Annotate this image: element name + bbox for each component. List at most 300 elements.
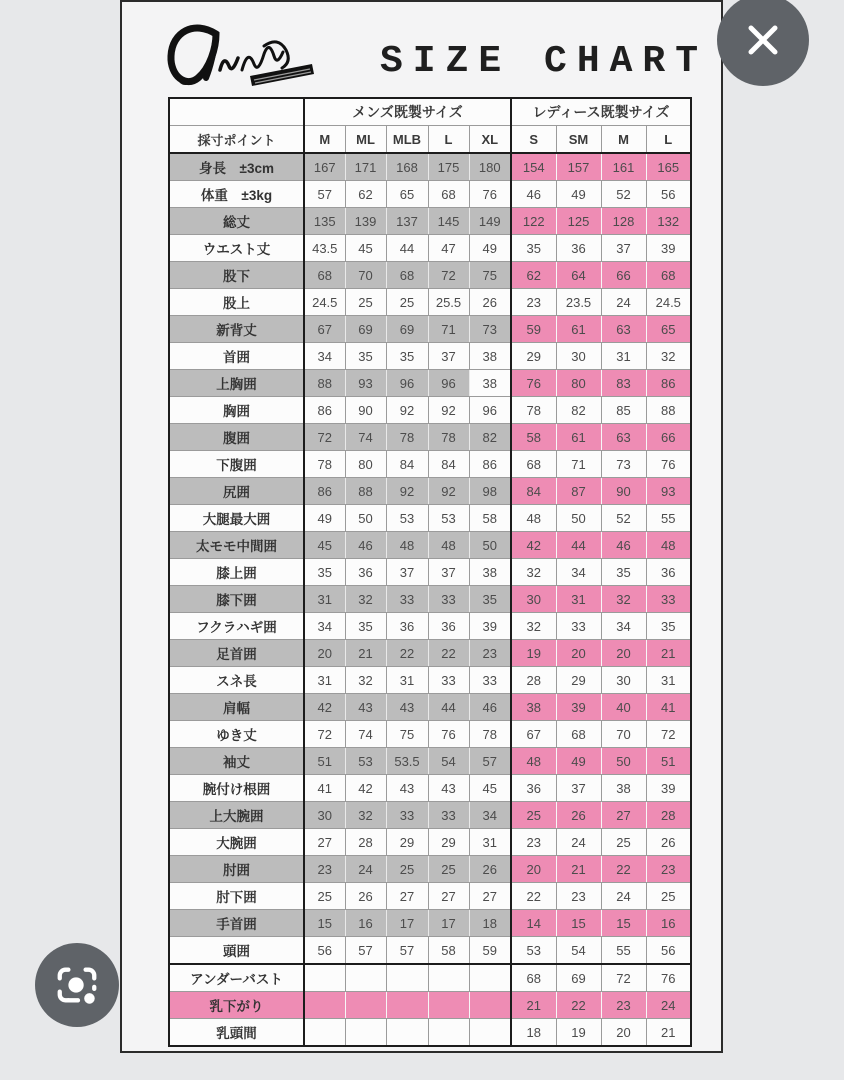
table-row bbox=[169, 235, 691, 262]
group-label-ladies: レディース既製サイズ bbox=[511, 98, 691, 126]
mens-value-cell: 24 bbox=[345, 856, 386, 883]
mens-value-cell: 29 bbox=[386, 829, 428, 856]
ladies-value-cell: 38 bbox=[601, 775, 646, 802]
mens-value-cell: 26 bbox=[469, 856, 511, 883]
ladies-value-cell: 20 bbox=[511, 856, 556, 883]
mens-value-cell: 68 bbox=[304, 262, 345, 289]
ladies-value-cell: 122 bbox=[511, 208, 556, 235]
table-row bbox=[169, 153, 691, 181]
ladies-value-cell: 16 bbox=[646, 910, 691, 937]
mens-value-cell: 31 bbox=[304, 667, 345, 694]
ladies-value-cell: 84 bbox=[511, 478, 556, 505]
mens-value-cell: 96 bbox=[386, 370, 428, 397]
size-column-header: L bbox=[646, 126, 691, 154]
size-column-header: S bbox=[511, 126, 556, 154]
ladies-value-cell: 70 bbox=[601, 721, 646, 748]
ladies-value-cell: 52 bbox=[601, 505, 646, 532]
row-label: 首囲 bbox=[169, 343, 304, 370]
mens-value-cell: 75 bbox=[469, 262, 511, 289]
mens-value-cell: 71 bbox=[428, 316, 469, 343]
table-row bbox=[169, 1019, 691, 1047]
row-label: 腕付け根囲 bbox=[169, 775, 304, 802]
row-label: 肘囲 bbox=[169, 856, 304, 883]
camera-lens-icon bbox=[54, 962, 100, 1008]
mens-value-cell: 67 bbox=[304, 316, 345, 343]
table-body bbox=[169, 153, 691, 1046]
mens-value-cell: 149 bbox=[469, 208, 511, 235]
mens-value-cell: 43 bbox=[345, 694, 386, 721]
table-row bbox=[169, 883, 691, 910]
row-label: 肘下囲 bbox=[169, 883, 304, 910]
row-label: 下腹囲 bbox=[169, 451, 304, 478]
mens-value-cell: 34 bbox=[304, 613, 345, 640]
ladies-value-cell: 54 bbox=[556, 937, 601, 965]
mens-value-cell: 93 bbox=[345, 370, 386, 397]
table-row bbox=[169, 478, 691, 505]
ladies-value-cell: 23 bbox=[511, 289, 556, 316]
row-label: 袖丈 bbox=[169, 748, 304, 775]
ladies-value-cell: 15 bbox=[556, 910, 601, 937]
table-row bbox=[169, 992, 691, 1019]
mens-value-cell: 62 bbox=[345, 181, 386, 208]
mens-value-cell: 68 bbox=[428, 181, 469, 208]
mens-value-cell: 44 bbox=[428, 694, 469, 721]
mens-value-cell: 74 bbox=[345, 721, 386, 748]
ladies-value-cell: 30 bbox=[511, 586, 556, 613]
row-label: 乳頭間 bbox=[169, 1019, 304, 1047]
table-header bbox=[169, 98, 691, 153]
row-label: 大腿最大囲 bbox=[169, 505, 304, 532]
ladies-value-cell: 19 bbox=[511, 640, 556, 667]
mens-value-cell: 73 bbox=[469, 316, 511, 343]
mens-value-cell: 33 bbox=[428, 586, 469, 613]
mens-value-cell: 30 bbox=[304, 802, 345, 829]
table-row bbox=[169, 721, 691, 748]
table-row bbox=[169, 937, 691, 965]
mens-value-cell: 92 bbox=[428, 478, 469, 505]
mens-value-cell: 25 bbox=[304, 883, 345, 910]
row-label: 肩幅 bbox=[169, 694, 304, 721]
mens-value-cell: 39 bbox=[469, 613, 511, 640]
ladies-value-cell: 52 bbox=[601, 181, 646, 208]
mens-value-cell: 32 bbox=[345, 667, 386, 694]
row-label: 頭囲 bbox=[169, 937, 304, 965]
row-label: 乳下がり bbox=[169, 992, 304, 1019]
mens-value-cell: 84 bbox=[428, 451, 469, 478]
mens-value-cell: 137 bbox=[386, 208, 428, 235]
mens-value-cell: 92 bbox=[386, 478, 428, 505]
ladies-value-cell: 66 bbox=[601, 262, 646, 289]
ladies-value-cell: 15 bbox=[601, 910, 646, 937]
mens-value-cell: 58 bbox=[428, 937, 469, 965]
ladies-value-cell: 20 bbox=[601, 640, 646, 667]
ladies-value-cell: 68 bbox=[646, 262, 691, 289]
ladies-value-cell: 33 bbox=[646, 586, 691, 613]
mens-value-cell: 24.5 bbox=[304, 289, 345, 316]
ladies-value-cell: 22 bbox=[511, 883, 556, 910]
mens-value-cell: 37 bbox=[428, 559, 469, 586]
ladies-value-cell: 53 bbox=[511, 937, 556, 965]
ladies-value-cell: 161 bbox=[601, 153, 646, 181]
mens-value-cell: 22 bbox=[386, 640, 428, 667]
mens-value-cell: 56 bbox=[304, 937, 345, 965]
row-label: 足首囲 bbox=[169, 640, 304, 667]
ladies-value-cell: 50 bbox=[556, 505, 601, 532]
size-column-header: ML bbox=[345, 126, 386, 154]
group-header-row bbox=[169, 98, 691, 126]
mens-value-cell: 96 bbox=[428, 370, 469, 397]
ladies-value-cell: 32 bbox=[646, 343, 691, 370]
ladies-value-cell: 22 bbox=[601, 856, 646, 883]
ladies-value-cell: 55 bbox=[646, 505, 691, 532]
mens-value-cell: 50 bbox=[345, 505, 386, 532]
ladies-value-cell: 31 bbox=[556, 586, 601, 613]
mens-value-cell: 31 bbox=[469, 829, 511, 856]
ladies-value-cell: 86 bbox=[646, 370, 691, 397]
mens-value-cell: 47 bbox=[428, 235, 469, 262]
row-label: 膝上囲 bbox=[169, 559, 304, 586]
ladies-value-cell: 39 bbox=[556, 694, 601, 721]
mens-value-cell: 53 bbox=[428, 505, 469, 532]
mens-value-cell: 69 bbox=[386, 316, 428, 343]
row-label: 膝下囲 bbox=[169, 586, 304, 613]
ladies-value-cell: 31 bbox=[601, 343, 646, 370]
ladies-value-cell: 85 bbox=[601, 397, 646, 424]
mens-value-cell: 70 bbox=[345, 262, 386, 289]
mens-value-cell: 180 bbox=[469, 153, 511, 181]
table-row bbox=[169, 451, 691, 478]
ladies-value-cell: 20 bbox=[556, 640, 601, 667]
ladies-value-cell: 62 bbox=[511, 262, 556, 289]
table-row bbox=[169, 532, 691, 559]
mens-value-cell: 33 bbox=[428, 667, 469, 694]
ladies-value-cell: 154 bbox=[511, 153, 556, 181]
mens-value-cell: 86 bbox=[304, 478, 345, 505]
table-row bbox=[169, 181, 691, 208]
ladies-value-cell: 37 bbox=[556, 775, 601, 802]
mens-value-cell: 167 bbox=[304, 153, 345, 181]
table-row bbox=[169, 397, 691, 424]
mens-value-cell bbox=[386, 1019, 428, 1047]
ladies-value-cell: 21 bbox=[646, 640, 691, 667]
mens-value-cell: 53.5 bbox=[386, 748, 428, 775]
row-label: 上胸囲 bbox=[169, 370, 304, 397]
ladies-value-cell: 24 bbox=[646, 992, 691, 1019]
ladies-value-cell: 27 bbox=[601, 802, 646, 829]
ladies-value-cell: 72 bbox=[601, 964, 646, 992]
mens-value-cell: 49 bbox=[304, 505, 345, 532]
ladies-value-cell: 44 bbox=[556, 532, 601, 559]
mens-value-cell: 48 bbox=[428, 532, 469, 559]
mens-value-cell: 25 bbox=[428, 856, 469, 883]
mens-value-cell: 74 bbox=[345, 424, 386, 451]
ladies-value-cell: 65 bbox=[646, 316, 691, 343]
mens-value-cell: 145 bbox=[428, 208, 469, 235]
mens-value-cell: 86 bbox=[304, 397, 345, 424]
mens-value-cell: 72 bbox=[304, 721, 345, 748]
ladies-value-cell: 76 bbox=[646, 964, 691, 992]
mens-value-cell: 57 bbox=[386, 937, 428, 965]
mens-value-cell: 37 bbox=[428, 343, 469, 370]
size-header-row bbox=[169, 126, 691, 154]
mens-value-cell: 57 bbox=[304, 181, 345, 208]
ladies-value-cell: 34 bbox=[601, 613, 646, 640]
ladies-value-cell: 88 bbox=[646, 397, 691, 424]
table-row bbox=[169, 208, 691, 235]
mens-value-cell: 50 bbox=[469, 532, 511, 559]
mens-value-cell: 68 bbox=[386, 262, 428, 289]
ladies-value-cell: 93 bbox=[646, 478, 691, 505]
ladies-value-cell: 40 bbox=[601, 694, 646, 721]
mens-value-cell: 86 bbox=[469, 451, 511, 478]
table-row bbox=[169, 370, 691, 397]
table-row bbox=[169, 910, 691, 937]
mens-value-cell: 20 bbox=[304, 640, 345, 667]
table-row bbox=[169, 694, 691, 721]
mens-value-cell: 69 bbox=[345, 316, 386, 343]
mens-value-cell: 34 bbox=[304, 343, 345, 370]
ladies-value-cell: 35 bbox=[601, 559, 646, 586]
mens-value-cell: 46 bbox=[469, 694, 511, 721]
ladies-value-cell: 59 bbox=[511, 316, 556, 343]
ladies-value-cell: 32 bbox=[601, 586, 646, 613]
mens-value-cell: 98 bbox=[469, 478, 511, 505]
mens-value-cell: 35 bbox=[345, 613, 386, 640]
ladies-value-cell: 82 bbox=[556, 397, 601, 424]
mens-value-cell: 22 bbox=[428, 640, 469, 667]
ladies-value-cell: 21 bbox=[556, 856, 601, 883]
size-column-header: L bbox=[428, 126, 469, 154]
ladies-value-cell: 28 bbox=[646, 802, 691, 829]
mens-value-cell: 135 bbox=[304, 208, 345, 235]
ladies-value-cell: 26 bbox=[646, 829, 691, 856]
mens-value-cell: 45 bbox=[304, 532, 345, 559]
mens-value-cell: 54 bbox=[428, 748, 469, 775]
row-label: 太モモ中間囲 bbox=[169, 532, 304, 559]
row-label: 身長 ±3cm bbox=[169, 153, 304, 181]
ladies-value-cell: 61 bbox=[556, 424, 601, 451]
ladies-value-cell: 46 bbox=[511, 181, 556, 208]
mens-value-cell: 26 bbox=[469, 289, 511, 316]
mens-value-cell: 36 bbox=[428, 613, 469, 640]
mens-value-cell: 29 bbox=[428, 829, 469, 856]
mens-value-cell: 84 bbox=[386, 451, 428, 478]
mens-value-cell: 17 bbox=[386, 910, 428, 937]
mens-value-cell: 72 bbox=[304, 424, 345, 451]
ladies-value-cell: 49 bbox=[556, 181, 601, 208]
ladies-value-cell: 48 bbox=[511, 748, 556, 775]
size-column-header: M bbox=[304, 126, 345, 154]
ladies-value-cell: 73 bbox=[601, 451, 646, 478]
ladies-value-cell: 76 bbox=[511, 370, 556, 397]
mens-value-cell: 139 bbox=[345, 208, 386, 235]
mens-value-cell: 21 bbox=[345, 640, 386, 667]
ladies-value-cell: 55 bbox=[601, 937, 646, 965]
table-row bbox=[169, 262, 691, 289]
size-column-header: XL bbox=[469, 126, 511, 154]
ladies-value-cell: 72 bbox=[646, 721, 691, 748]
table-row bbox=[169, 343, 691, 370]
row-label: フクラハギ囲 bbox=[169, 613, 304, 640]
ladies-value-cell: 28 bbox=[511, 667, 556, 694]
ladies-value-cell: 157 bbox=[556, 153, 601, 181]
mens-value-cell: 27 bbox=[304, 829, 345, 856]
mens-value-cell: 32 bbox=[345, 802, 386, 829]
mens-value-cell: 35 bbox=[304, 559, 345, 586]
ladies-value-cell: 31 bbox=[646, 667, 691, 694]
row-label: ゆき丈 bbox=[169, 721, 304, 748]
mens-value-cell bbox=[469, 964, 511, 992]
ladies-value-cell: 56 bbox=[646, 937, 691, 965]
mens-value-cell: 90 bbox=[345, 397, 386, 424]
mens-value-cell: 53 bbox=[386, 505, 428, 532]
ladies-value-cell: 90 bbox=[601, 478, 646, 505]
mens-value-cell: 37 bbox=[386, 559, 428, 586]
mens-value-cell: 34 bbox=[469, 802, 511, 829]
ladies-value-cell: 21 bbox=[511, 992, 556, 1019]
size-chart-table bbox=[168, 97, 692, 1047]
ladies-value-cell: 48 bbox=[646, 532, 691, 559]
ladies-value-cell: 80 bbox=[556, 370, 601, 397]
table-row bbox=[169, 613, 691, 640]
mens-value-cell: 17 bbox=[428, 910, 469, 937]
ladies-value-cell: 76 bbox=[646, 451, 691, 478]
ladies-value-cell: 83 bbox=[601, 370, 646, 397]
mens-value-cell: 88 bbox=[345, 478, 386, 505]
ladies-value-cell: 14 bbox=[511, 910, 556, 937]
mens-value-cell: 32 bbox=[345, 586, 386, 613]
ladies-value-cell: 63 bbox=[601, 316, 646, 343]
ladies-value-cell: 39 bbox=[646, 235, 691, 262]
ladies-value-cell: 37 bbox=[601, 235, 646, 262]
ladies-value-cell: 56 bbox=[646, 181, 691, 208]
ladies-value-cell: 68 bbox=[511, 964, 556, 992]
table-row bbox=[169, 856, 691, 883]
mens-value-cell: 33 bbox=[386, 586, 428, 613]
mens-value-cell: 92 bbox=[428, 397, 469, 424]
ladies-value-cell: 23 bbox=[511, 829, 556, 856]
mens-value-cell: 28 bbox=[345, 829, 386, 856]
ladies-value-cell: 25 bbox=[646, 883, 691, 910]
mens-value-cell: 49 bbox=[469, 235, 511, 262]
mens-value-cell: 57 bbox=[469, 748, 511, 775]
mens-value-cell: 48 bbox=[386, 532, 428, 559]
row-label: 腹囲 bbox=[169, 424, 304, 451]
corner-label-cell: 採寸ポイント bbox=[169, 126, 304, 154]
row-label: 上大腕囲 bbox=[169, 802, 304, 829]
mens-value-cell bbox=[345, 964, 386, 992]
mens-value-cell: 78 bbox=[428, 424, 469, 451]
mens-value-cell: 45 bbox=[469, 775, 511, 802]
ladies-value-cell: 67 bbox=[511, 721, 556, 748]
mens-value-cell: 31 bbox=[304, 586, 345, 613]
mens-value-cell: 23 bbox=[304, 856, 345, 883]
mens-value-cell: 96 bbox=[469, 397, 511, 424]
mens-value-cell bbox=[304, 992, 345, 1019]
mens-value-cell: 59 bbox=[469, 937, 511, 965]
mens-value-cell: 51 bbox=[304, 748, 345, 775]
ladies-value-cell: 68 bbox=[556, 721, 601, 748]
mens-value-cell bbox=[428, 964, 469, 992]
mens-value-cell: 33 bbox=[469, 667, 511, 694]
mens-value-cell: 44 bbox=[386, 235, 428, 262]
mens-value-cell: 26 bbox=[345, 883, 386, 910]
ladies-value-cell: 132 bbox=[646, 208, 691, 235]
close-button[interactable] bbox=[717, 0, 809, 86]
ladies-value-cell: 39 bbox=[646, 775, 691, 802]
row-label: 総丈 bbox=[169, 208, 304, 235]
ladies-value-cell: 23 bbox=[601, 992, 646, 1019]
table-row bbox=[169, 640, 691, 667]
mens-value-cell: 42 bbox=[345, 775, 386, 802]
corner-blank-cell bbox=[169, 98, 304, 126]
mens-value-cell bbox=[345, 1019, 386, 1047]
mens-value-cell: 25.5 bbox=[428, 289, 469, 316]
ladies-value-cell: 29 bbox=[511, 343, 556, 370]
ladies-value-cell: 69 bbox=[556, 964, 601, 992]
mens-value-cell: 23 bbox=[469, 640, 511, 667]
row-label: 尻囲 bbox=[169, 478, 304, 505]
mens-value-cell: 65 bbox=[386, 181, 428, 208]
ladies-value-cell: 19 bbox=[556, 1019, 601, 1047]
table-row bbox=[169, 667, 691, 694]
mens-value-cell bbox=[304, 1019, 345, 1047]
table-row bbox=[169, 316, 691, 343]
ladies-value-cell: 71 bbox=[556, 451, 601, 478]
mens-value-cell bbox=[428, 1019, 469, 1047]
mens-value-cell: 31 bbox=[386, 667, 428, 694]
mens-value-cell: 58 bbox=[469, 505, 511, 532]
row-label: 新背丈 bbox=[169, 316, 304, 343]
ladies-value-cell: 26 bbox=[556, 802, 601, 829]
table-row bbox=[169, 586, 691, 613]
mens-value-cell: 43.5 bbox=[304, 235, 345, 262]
table-row bbox=[169, 964, 691, 992]
ladies-value-cell: 63 bbox=[601, 424, 646, 451]
ladies-value-cell: 25 bbox=[601, 829, 646, 856]
mens-value-cell: 15 bbox=[304, 910, 345, 937]
ladies-value-cell: 58 bbox=[511, 424, 556, 451]
row-label: アンダーバスト bbox=[169, 964, 304, 992]
ladies-value-cell: 22 bbox=[556, 992, 601, 1019]
ladies-value-cell: 36 bbox=[511, 775, 556, 802]
mens-value-cell: 75 bbox=[386, 721, 428, 748]
mens-value-cell: 72 bbox=[428, 262, 469, 289]
size-column-header: MLB bbox=[386, 126, 428, 154]
ladies-value-cell: 34 bbox=[556, 559, 601, 586]
row-label: 股上 bbox=[169, 289, 304, 316]
ladies-value-cell: 68 bbox=[511, 451, 556, 478]
table-row bbox=[169, 505, 691, 532]
mens-value-cell: 57 bbox=[345, 937, 386, 965]
row-label: 手首囲 bbox=[169, 910, 304, 937]
ladies-value-cell: 42 bbox=[511, 532, 556, 559]
mens-value-cell: 78 bbox=[469, 721, 511, 748]
mens-value-cell: 46 bbox=[345, 532, 386, 559]
row-label: スネ長 bbox=[169, 667, 304, 694]
size-chart-card bbox=[120, 0, 723, 1053]
mens-value-cell bbox=[469, 992, 511, 1019]
ladies-value-cell: 128 bbox=[601, 208, 646, 235]
ladies-value-cell: 33 bbox=[556, 613, 601, 640]
mens-value-cell: 36 bbox=[386, 613, 428, 640]
ladies-value-cell: 87 bbox=[556, 478, 601, 505]
mens-value-cell: 35 bbox=[469, 586, 511, 613]
mens-value-cell: 25 bbox=[345, 289, 386, 316]
table-row bbox=[169, 829, 691, 856]
page-title: SIZE CHART bbox=[380, 40, 709, 83]
lens-camera-button[interactable] bbox=[35, 943, 119, 1027]
